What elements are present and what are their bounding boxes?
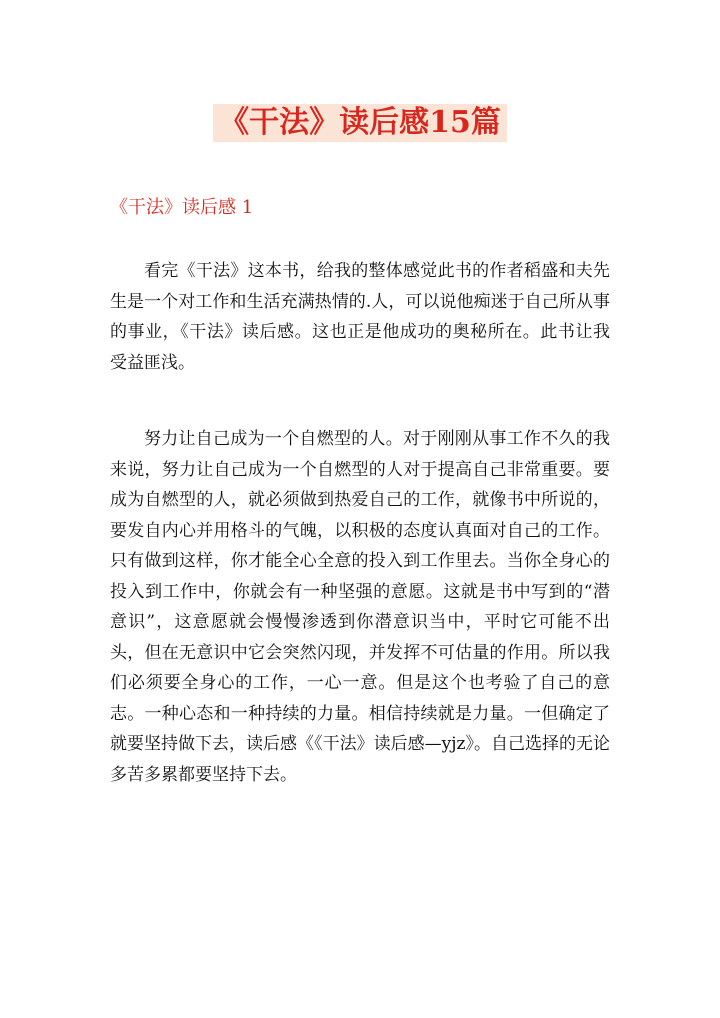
section-heading: 《干法》读后感 1 bbox=[110, 197, 254, 218]
paragraph-2: 努力让自己成为一个自燃型的人。对于刚刚从事工作不久的我来说，努力让自己成为一个自燃型的人对于提高自己非常重要。要成为自燃型的人，就必须做到热爱自己的工作，就像书中所说的，要发自内心并用格斗的气魄，以积极的态度认真面对自己的工作。只有做到这样，你才能全心全意的投入到工作里去。当你全身心的投入到工作中，你就会有一种坚强的意愿。这就是书中写到的“潜意识”，这意愿就会慢慢渗透到你潜意识当中，平时它可能不出头，但在无意识中它会突然闪现，并发挥不可估量的作用。所以我们必须要全身心的工作，一心一意。但是这个也考验了自己的意志。一种心态和一种持续的力量。相信持续就是力量。一但确定了就要坚持做下去，读后感《《干法》读后感—yjz》。自己选择的无论多苦多累都要坚持下去。 bbox=[110, 429, 610, 785]
title-container bbox=[0, 104, 720, 142]
document-title: 《干法》读后感15篇 bbox=[213, 104, 507, 142]
paragraph-1: 看完《干法》这本书，给我的整体感觉此书的作者稻盛和夫先生是一个对工作和生活充满热情的.人，可以说他痴迷于自己所从事的事业，《干法》读后感。这也正是他成功的奥秘所在。此书让我受益匪浅。 bbox=[110, 261, 610, 373]
